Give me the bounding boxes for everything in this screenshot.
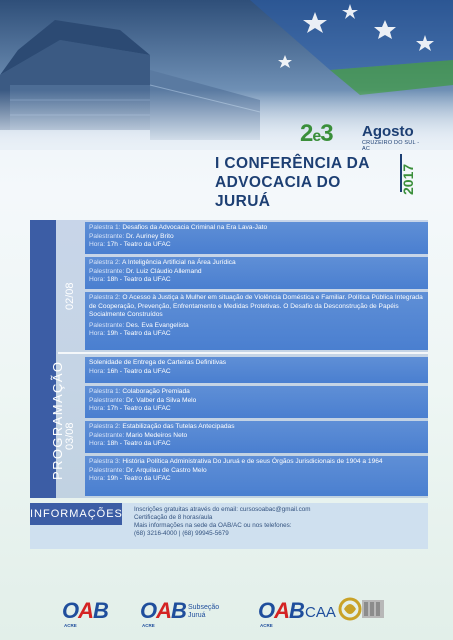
info-label: INFORMAÇÕES	[30, 503, 122, 525]
info-phones-line: (68) 3216-4000 | (68) 99945-5679	[134, 530, 229, 537]
day-2-label: 03/08	[64, 422, 76, 450]
sponsor-logos	[0, 590, 453, 640]
event-item: Palestra 3: História Política Administrativa Do Juruá e de seus Órgãos Jurisdicionais de 1904 a 1964 Palestrante: Dr. Arquilau de Castro Melo Hora: 19h - Teatro da UFAC	[85, 456, 428, 496]
conference-title	[215, 154, 395, 211]
oab-caa-logo: OAB ACRE	[258, 598, 304, 628]
event-item: Solenidade de Entrega de Carteiras Definitivas Hora: 16h - Teatro da UFAC	[85, 357, 428, 383]
title-line-1: I CONFERÊNCIA DA	[215, 155, 370, 172]
oab-subsecao-logo: OAB ACRE	[140, 598, 186, 628]
info-email-line: Inscrições gratuitas através do email: cursosoabac@gmail.com	[134, 506, 311, 513]
anniversary-emblem-icon	[338, 594, 386, 624]
day-separator	[58, 352, 428, 354]
event-item: Palestra 2: A Inteligência Artificial na Área Jurídica Palestrante: Dr. Luiz Cláudio Allemand Hora: 18h - Teatro da UFAC	[85, 257, 428, 289]
program-label: PROGRAMAÇÃO	[50, 360, 65, 480]
program-panel	[30, 220, 428, 498]
title-line-2: ADVOCACIA DO JURUÁ	[215, 174, 341, 210]
event-year: 2017	[400, 163, 416, 195]
caa-label: CAA	[305, 604, 336, 621]
event-item: Palestra 1: Desafios da Advocacia Criminal na Era Lava-Jato Palestrante: Dr. Auriney Brito Hora: 17h - Teatro da UFAC	[85, 222, 428, 254]
day-1-label: 02/08	[64, 282, 76, 310]
date-month: Agosto	[362, 123, 414, 140]
info-more-line: Mais informações na sede da OAB/AC ou nos telefones:	[134, 522, 292, 529]
info-text	[134, 506, 310, 538]
info-panel	[30, 503, 428, 549]
subsecao-jurua-label: Subseção Juruá	[188, 604, 220, 619]
info-certification-line: Certificação de 8 horas/aula	[134, 514, 213, 521]
event-item: Palestra 1: Colaboração Premiada Palestrante: Dr. Valber da Silva Melo Hora: 17h - Teatro da UFAC	[85, 386, 428, 418]
oab-acre-logo: OAB ACRE	[62, 598, 108, 628]
event-place: CRUZEIRO DO SUL - AC	[362, 140, 420, 152]
event-date	[300, 122, 420, 152]
event-item: Palestra 2: O Acesso à Justiça à Mulher em situação de Violência Doméstica e Familiar. Política Pública Integrada de Cooperação, Prevenção, Enfrentamento e Medidas Protetivas. O Desafio da Desconstrução de Papéis Socialmente Construídos Palestrante: Des. Eva Evangelista Hora: 19h - Teatro da UFAC	[85, 292, 428, 350]
date-days: 2e3	[300, 120, 333, 147]
event-item: Palestra 2: Estabilização das Tutelas Antecipadas Palestrante: Mario Medeiros Neto Hora: 18h - Teatro da UFAC	[85, 421, 428, 453]
program-label-bar	[30, 220, 65, 498]
